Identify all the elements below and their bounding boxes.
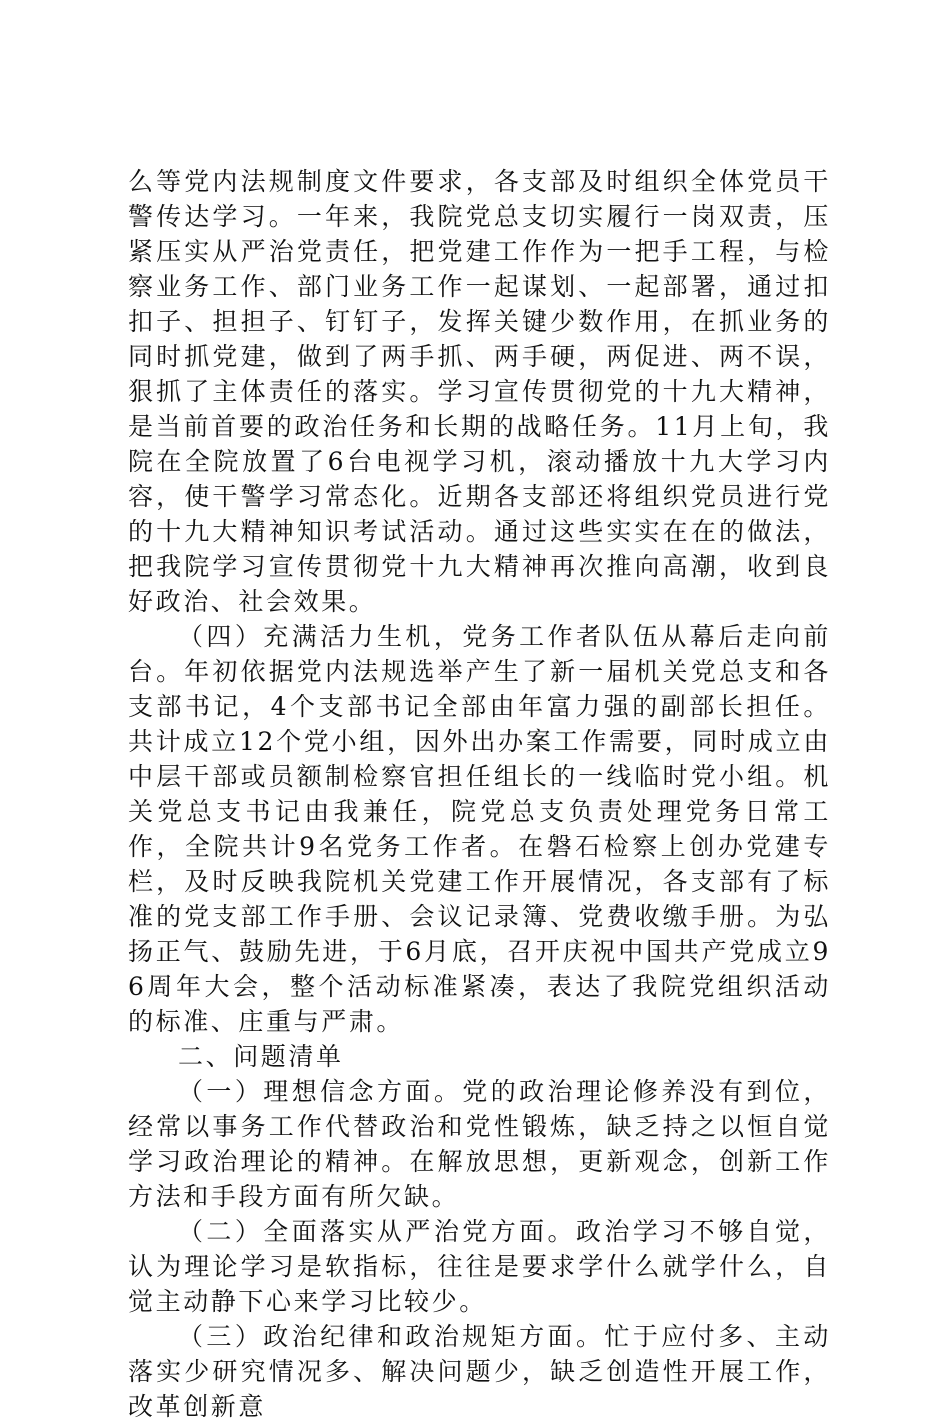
paragraph-political-discipline: （三）政治纪律和政治规矩方面。忙于应付多、主动落实少研究情况多、解决问题少，缺乏创造性开展工作，改革创新意 bbox=[128, 1322, 831, 1421]
document-body bbox=[128, 164, 831, 1424]
paragraph-strict-party-governance: （二）全面落实从严治党方面。政治学习不够自觉，认为理论学习是软指标，往往是要求学什么就学什么，自觉主动静下心来学习比较少。 bbox=[128, 1217, 831, 1316]
paragraph-party-study: 么等党内法规制度文件要求，各支部及时组织全体党员干警传达学习。一年来，我院党总支切实履行一岗双责，压紧压实从严治党责任，把党建工作作为一把手工程，与检察业务工作、部门业务工作一起谋划、一起部署，通过扣扣子、担担子、钉钉子，发挥关键少数作用，在抓业务的同时抓党建，做到了两手抓、两手硬，两促进、两不误，狠抓了主体责任的落实。学习宣传贯彻党的十九大精神，是当前首要的政治任务和长期的战略任务。11月上旬，我院在全院放置了6台电视学习机，滚动播放十九大学习内容，使干警学习常态化。近期各支部还将组织党员进行党的十九大精神知识考试活动。通过这些实实在在的做法，把我院学习宣传贯彻党十九大精神再次推向高潮，收到良好政治、社会效果。 bbox=[128, 167, 831, 616]
section-heading-problem-list: 二、问题清单 bbox=[178, 1042, 344, 1071]
paragraph-party-workers: （四）充满活力生机，党务工作者队伍从幕后走向前台。年初依据党内法规选举产生了新一届机关党总支和各支部书记，4个支部书记全部由年富力强的副部长担任。共计成立12个党小组，因外出办案工作需要，同时成立由中层干部或员额制检察官担任组长的一线临时党小组。机关党总支书记由我兼任，院党总支负责处理党务日常工作，全院共计9名党务工作者。在磐石检察上创办党建专栏，及时反映我院机关党建工作开展情况，各支部有了标准的党支部工作手册、会议记录簿、党费收缴手册。为弘扬正气、鼓励先进，于6月底，召开庆祝中国共产党成立96周年大会，整个活动标准紧凑，表达了我院党组织活动的标准、庄重与严肃。 bbox=[128, 622, 831, 1036]
paragraph-ideals-beliefs: （一）理想信念方面。党的政治理论修养没有到位，经常以事务工作代替政治和党性锻炼，缺乏持之以恒自觉学习政治理论的精神。在解放思想，更新观念，创新工作方法和手段方面有所欠缺。 bbox=[128, 1077, 831, 1211]
